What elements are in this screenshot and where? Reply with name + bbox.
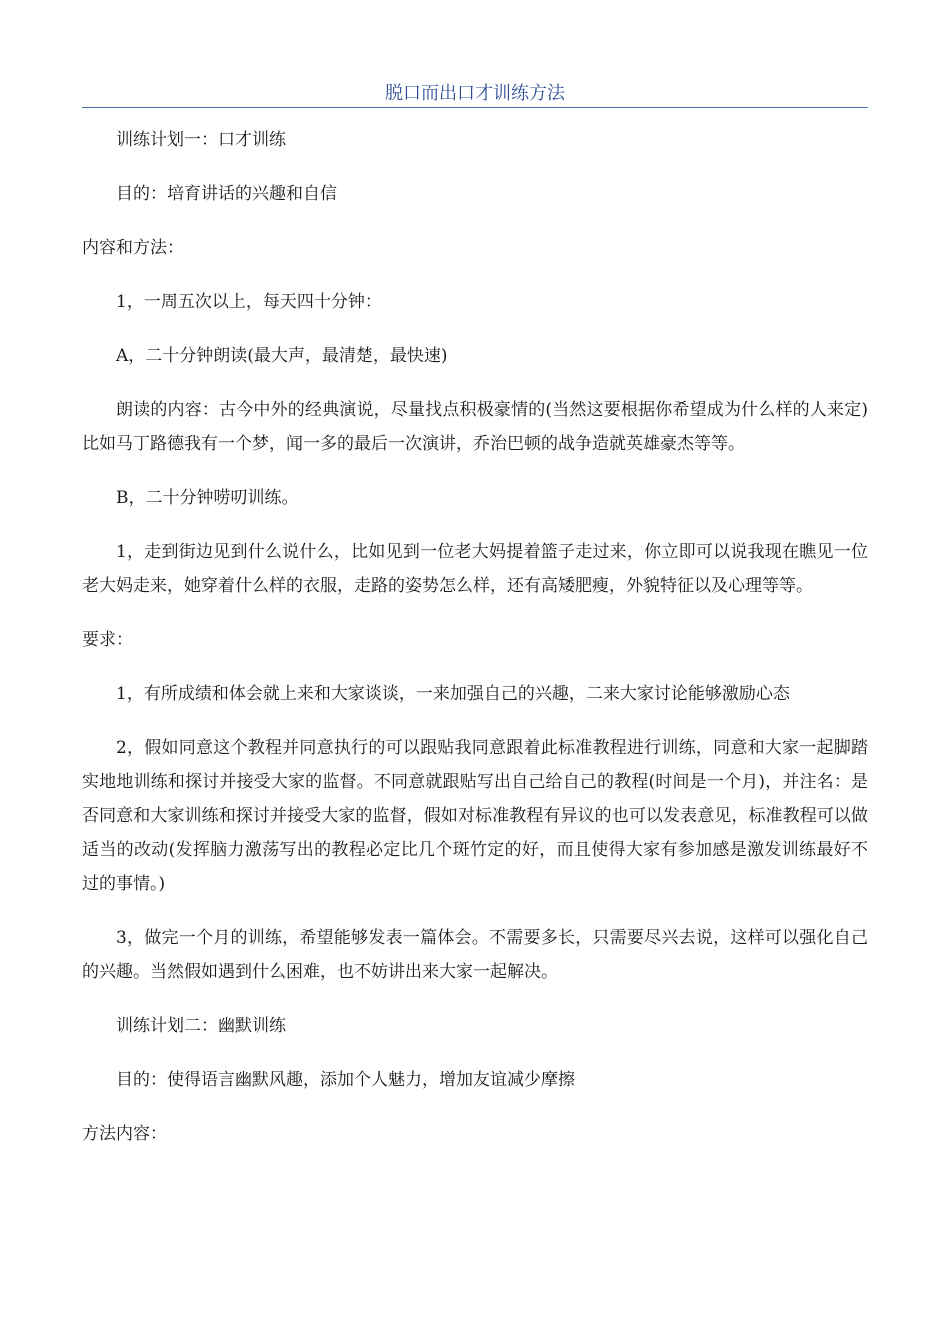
content-method-heading: 内容和方法： — [82, 238, 184, 258]
title-underline-divider — [82, 107, 868, 108]
requirement-three: 3，做完一个月的训练，希望能够发表一篇体会。不需要多长，只需要尽兴去说，这样可以强化自己的兴趣。当然假如遇到什么困难，也不妨讲出来大家一起解决。 — [82, 928, 868, 982]
street-description-paragraph: 1，走到街边见到什么说什么，比如见到一位老大妈提着篮子走过来，你立即可以说我现在瞧见一位老大妈走来，她穿着什么样的衣服，走路的姿势怎么样，还有高矮肥瘦，外貌特征以及心理等等。 — [82, 542, 868, 596]
plan-one-heading: 训练计划一：口才训练 — [116, 130, 286, 150]
requirements-heading: 要求： — [82, 630, 133, 650]
reading-content-paragraph: 朗读的内容：古今中外的经典演说，尽量找点积极豪情的(当然这要根据你希望成为什么样的人来定)比如马丁路德我有一个梦，闻一多的最后一次演讲，乔治巴顿的战争造就英雄豪杰等等。 — [82, 400, 868, 454]
chatter-training-item: B，二十分钟唠叨训练。 — [116, 488, 299, 508]
plan-one-goal: 目的：培育讲话的兴趣和自信 — [116, 184, 337, 204]
document-body — [82, 127, 868, 1175]
document-title: 脱口而出口才训练方法 — [385, 83, 565, 104]
plan-two-goal: 目的：使得语言幽默风趣，添加个人魅力，增加友谊减少摩擦 — [116, 1070, 575, 1090]
method-content-heading: 方法内容： — [82, 1124, 167, 1144]
requirement-one: 1，有所成绩和体会就上来和大家谈谈，一来加强自己的兴趣，二来大家讨论能够激励心态 — [116, 684, 790, 704]
plan-two-heading: 训练计划二：幽默训练 — [116, 1016, 286, 1036]
frequency-item: 1，一周五次以上，每天四十分钟： — [116, 292, 382, 312]
reading-item: A，二十分钟朗读(最大声，最清楚，最快速) — [116, 346, 448, 366]
requirement-two: 2，假如同意这个教程并同意执行的可以跟贴我同意跟着此标准教程进行训练，同意和大家一起脚踏实地地训练和探讨并接受大家的监督。不同意就跟贴写出自己给自己的教程(时间是一个月)，并注名：是否同意和大家训练和探讨并接受大家的监督，假如对标准教程有异议的也可以发表意见，标准教程可以做适当的改动(发挥脑力激荡写出的教程必定比几个斑竹定的好，而且使得大家有参加感是激发训练最好不过的事情。) — [82, 738, 868, 894]
